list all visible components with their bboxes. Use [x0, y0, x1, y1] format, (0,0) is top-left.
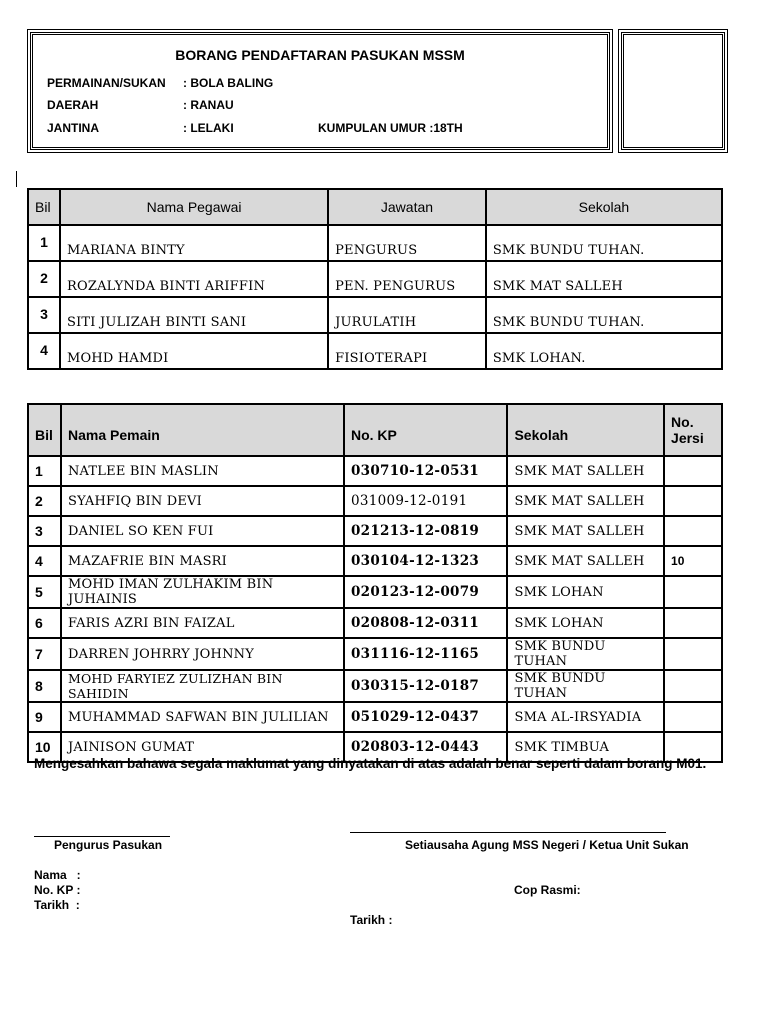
header-nama-pemain: Nama Pemain — [61, 404, 344, 456]
player-name: MAZAFRIE BIN MASRI — [61, 546, 344, 576]
player-school: SMK MAT SALLEH — [507, 486, 664, 516]
player-school: SMK LOHAN — [507, 576, 664, 608]
player-ic: 020803-12-0443 — [344, 732, 508, 762]
row-number: 4 — [28, 333, 60, 369]
left-signature-title: Pengurus Pasukan — [54, 838, 163, 852]
sport-label: PERMAINAN/SUKAN — [47, 76, 166, 90]
right-signature-line — [350, 832, 666, 833]
player-school: SMK LOHAN — [507, 608, 664, 638]
row-number: 3 — [28, 516, 61, 546]
table-row — [28, 225, 722, 261]
player-school: SMK BUNDU TUHAN — [507, 670, 664, 702]
district-value: : RANAU — [183, 98, 234, 112]
text-cursor — [16, 171, 17, 187]
player-ic: 020123-12-0079 — [344, 576, 508, 608]
no-kp-label: No. KP : — [34, 883, 81, 897]
player-jersey: 10 — [664, 546, 722, 576]
official-school: SMK BUNDU TUHAN. — [486, 297, 722, 333]
age-group: KUMPULAN UMUR :18TH — [318, 121, 463, 135]
player-school: SMK TIMBUA — [507, 732, 664, 762]
player-name: NATLEE BIN MASLIN — [61, 456, 344, 486]
form-title: BORANG PENDAFTARAN PASUKAN MSSM — [175, 47, 465, 63]
player-jersey — [664, 608, 722, 638]
player-jersey — [664, 456, 722, 486]
row-number: 4 — [28, 546, 61, 576]
player-name: MOHD FARYIEZ ZULIZHAN BIN SAHIDIN — [61, 670, 344, 702]
player-jersey — [664, 576, 722, 608]
player-jersey — [664, 702, 722, 732]
player-school: SMK BUNDU TUHAN — [507, 638, 664, 670]
player-ic: 030104-12-1323 — [344, 546, 508, 576]
table-row — [28, 702, 722, 732]
player-ic: 030315-12-0187 — [344, 670, 508, 702]
nama-label: Nama : — [34, 868, 81, 882]
header-no-jersi: No. Jersi — [664, 404, 722, 456]
official-name: ROZALYNDA BINTI ARIFFIN — [60, 261, 328, 297]
official-position: PEN. PENGURUS — [328, 261, 486, 297]
officials-header-row — [28, 189, 722, 225]
table-row — [28, 333, 722, 369]
player-jersey — [664, 670, 722, 702]
players-table — [27, 403, 723, 763]
table-row — [28, 576, 722, 608]
player-school: SMA AL-IRSYADIA — [507, 702, 664, 732]
player-name: FARIS AZRI BIN FAIZAL — [61, 608, 344, 638]
player-name: DARREN JOHRRY JOHNNY — [61, 638, 344, 670]
header-sekolah: Sekolah — [486, 189, 722, 225]
row-number: 9 — [28, 702, 61, 732]
cop-rasmi-label: Cop Rasmi: — [514, 883, 581, 897]
player-jersey — [664, 638, 722, 670]
player-ic: 051029-12-0437 — [344, 702, 508, 732]
player-name: MOHD IMAN ZULHAKIM BIN JUHAINIS — [61, 576, 344, 608]
tarikh-right-label: Tarikh : — [350, 913, 393, 927]
official-name: SITI JULIZAH BINTI SANI — [60, 297, 328, 333]
header-no-kp: No. KP — [344, 404, 508, 456]
table-row — [28, 486, 722, 516]
header-sekolah: Sekolah — [507, 404, 664, 456]
form-header-box — [30, 32, 610, 150]
players-header-row — [28, 404, 722, 456]
player-jersey — [664, 486, 722, 516]
player-name: DANIEL SO KEN FUI — [61, 516, 344, 546]
table-row — [28, 261, 722, 297]
row-number: 7 — [28, 638, 61, 670]
player-jersey — [664, 516, 722, 546]
official-position: FISIOTERAPI — [328, 333, 486, 369]
header-bil: Bil — [28, 189, 60, 225]
player-school: SMK MAT SALLEH — [507, 516, 664, 546]
player-name: MUHAMMAD SAFWAN BIN JULILIAN — [61, 702, 344, 732]
declaration-text: Mengesahkan bahawa segala maklumat yang dinyatakan di atas adalah benar seperti dalam borang M01. — [34, 756, 707, 771]
table-row — [28, 608, 722, 638]
sport-value: : BOLA BALING — [183, 76, 274, 90]
table-row — [28, 297, 722, 333]
table-row — [28, 516, 722, 546]
official-position: PENGURUS — [328, 225, 486, 261]
right-signature-title: Setiausaha Agung MSS Negeri / Ketua Unit Sukan — [405, 838, 689, 852]
header-bil: Bil — [28, 404, 61, 456]
row-number: 8 — [28, 670, 61, 702]
player-name: SYAHFIQ BIN DEVI — [61, 486, 344, 516]
player-ic: 021213-12-0819 — [344, 516, 508, 546]
table-row — [28, 546, 722, 576]
officials-table — [27, 188, 723, 370]
player-school: SMK MAT SALLEH — [507, 546, 664, 576]
row-number: 3 — [28, 297, 60, 333]
player-ic: 031009-12-0191 — [344, 486, 508, 516]
row-number: 5 — [28, 576, 61, 608]
photo-box — [621, 32, 725, 150]
player-ic: 030710-12-0531 — [344, 456, 508, 486]
row-number: 2 — [28, 486, 61, 516]
official-name: MOHD HAMDI — [60, 333, 328, 369]
row-number: 2 — [28, 261, 60, 297]
official-name: MARIANA BINTY — [60, 225, 328, 261]
table-row — [28, 456, 722, 486]
header-jawatan: Jawatan — [328, 189, 486, 225]
table-row — [28, 670, 722, 702]
row-number: 1 — [28, 225, 60, 261]
left-signature-line — [34, 836, 170, 837]
row-number: 10 — [28, 732, 61, 762]
table-row — [28, 638, 722, 670]
official-school: SMK BUNDU TUHAN. — [486, 225, 722, 261]
header-nama-pegawai: Nama Pegawai — [60, 189, 328, 225]
player-ic: 020808-12-0311 — [344, 608, 508, 638]
row-number: 1 — [28, 456, 61, 486]
player-school: SMK MAT SALLEH — [507, 456, 664, 486]
gender-label: JANTINA — [47, 121, 100, 135]
district-label: DAERAH — [47, 98, 99, 112]
player-name: JAINISON GUMAT — [61, 732, 344, 762]
gender-value: : LELAKI — [183, 121, 234, 135]
official-position: JURULATIH — [328, 297, 486, 333]
official-school: SMK LOHAN. — [486, 333, 722, 369]
official-school: SMK MAT SALLEH — [486, 261, 722, 297]
player-ic: 031116-12-1165 — [344, 638, 508, 670]
row-number: 6 — [28, 608, 61, 638]
tarikh-left-label: Tarikh : — [34, 898, 80, 912]
